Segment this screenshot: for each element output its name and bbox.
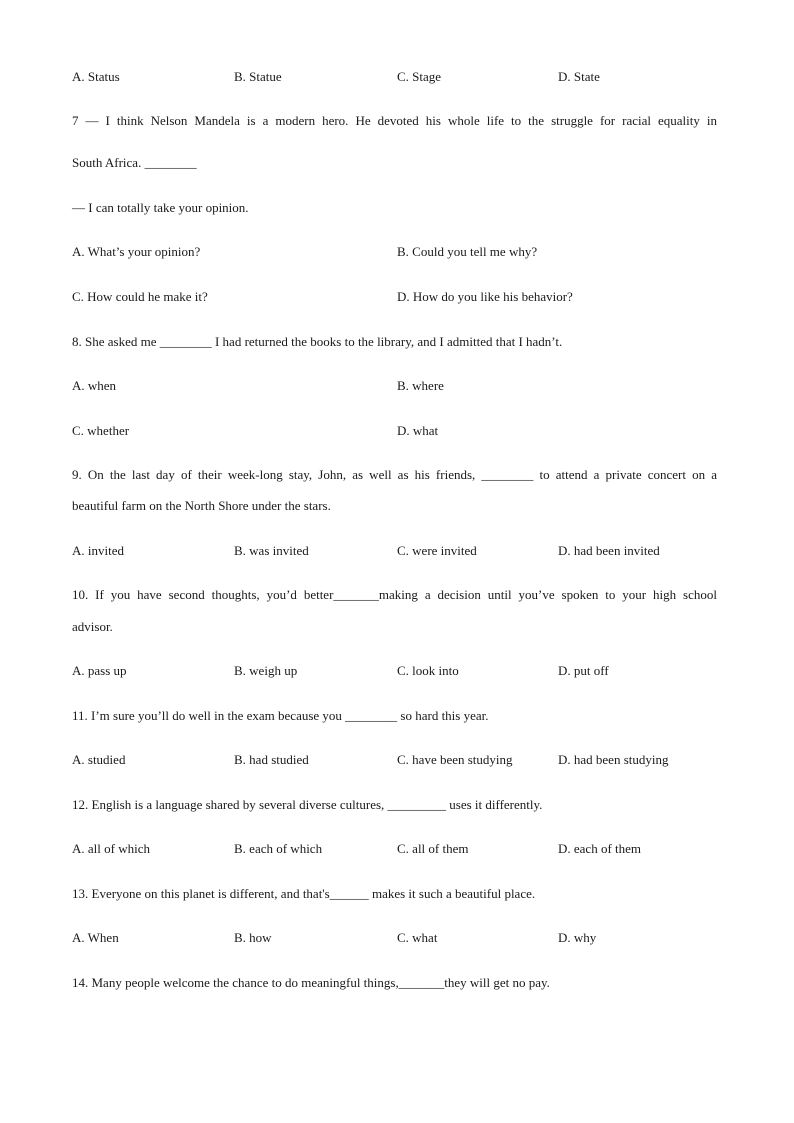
q9-option-d: D. had been invited [558, 543, 660, 558]
q9-option-a: A. invited [72, 543, 124, 558]
q12-option-a: A. all of which [72, 841, 150, 856]
q10-stem-line2: advisor. [72, 619, 113, 634]
q10-option-c: C. look into [397, 663, 459, 678]
q8-option-c: C. whether [72, 423, 130, 438]
q13-option-a: A. When [72, 930, 119, 945]
q10-stem-line1: 10. If you have second thoughts, you’d better_______making a decision until you’ve spoken to your high school [72, 587, 717, 602]
q8-option-b: B. where [397, 378, 444, 393]
q13-stem: 13. Everyone on this planet is different, and that's______ makes it such a beautiful place. [72, 886, 536, 901]
q10-option-a: A. pass up [72, 663, 127, 678]
q7-reply: — I can totally take your opinion. [72, 200, 249, 215]
q11-option-b: B. had studied [234, 752, 309, 767]
q11-option-d: D. had been studying [558, 752, 669, 767]
q7-option-a: A. What’s your opinion? [72, 244, 201, 259]
q9-option-c: C. were invited [397, 543, 477, 558]
q11-option-c: C. have been studying [397, 752, 513, 767]
q7-option-d: D. How do you like his behavior? [397, 289, 573, 304]
q12-option-b: B. each of which [234, 841, 323, 856]
q7-stem-line1: 7 — I think Nelson Mandela is a modern hero. He devoted his whole life to the struggle for racial equality in [72, 113, 717, 128]
q9-stem-line2: beautiful farm on the North Shore under the stars. [72, 498, 331, 513]
q12-stem: 12. English is a language shared by several diverse cultures, _________ uses it differently. [72, 797, 543, 812]
q10-option-b: B. weigh up [234, 663, 298, 678]
q11-stem: 11. I’m sure you’ll do well in the exam because you ________ so hard this year. [72, 708, 489, 723]
q6-option-c: C. Stage [397, 69, 442, 84]
q8-option-d: D. what [397, 423, 439, 438]
q11-option-a: A. studied [72, 752, 126, 767]
q8-stem: 8. She asked me ________ I had returned the books to the library, and I admitted that I hadn’t. [72, 334, 563, 349]
q12-option-c: C. all of them [397, 841, 469, 856]
q7-option-c: C. How could he make it? [72, 289, 208, 304]
q9-option-b: B. was invited [234, 543, 309, 558]
q6-option-d: D. State [558, 69, 600, 84]
q13-option-b: B. how [234, 930, 272, 945]
q13-option-c: C. what [397, 930, 438, 945]
q7-stem-line2: South Africa. ________ [72, 155, 197, 170]
q8-option-a: A. when [72, 378, 117, 393]
q9-stem-line1: 9. On the last day of their week-long stay, John, as well as his friends, ________ to attend a private concert on a [72, 467, 717, 482]
q10-option-d: D. put off [558, 663, 609, 678]
q6-option-b: B. Statue [234, 69, 282, 84]
q12-option-d: D. each of them [558, 841, 642, 856]
q6-option-a: A. Status [72, 69, 120, 84]
q7-option-b: B. Could you tell me why? [397, 244, 538, 259]
q14-stem: 14. Many people welcome the chance to do meaningful things,_______they will get no pay. [72, 975, 550, 990]
q13-option-d: D. why [558, 930, 597, 945]
